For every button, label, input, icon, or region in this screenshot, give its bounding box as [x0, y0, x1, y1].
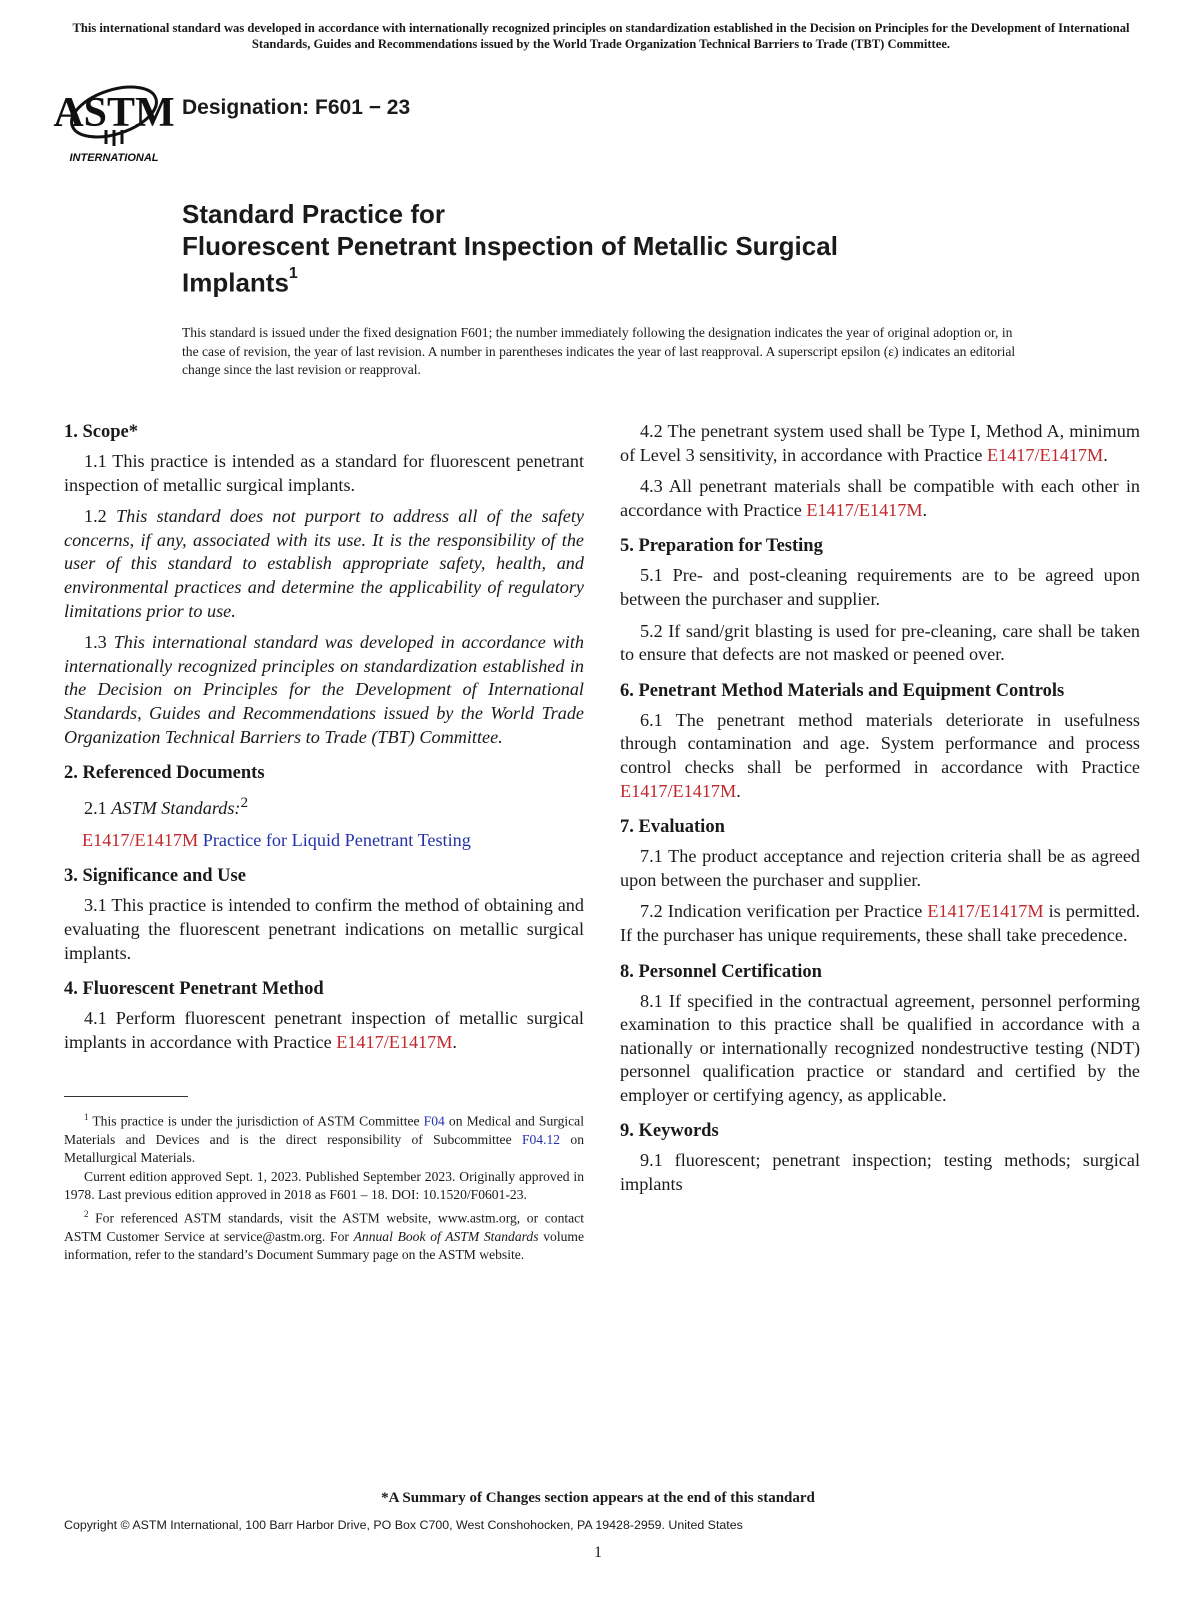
- section-keywords: [620, 1119, 1140, 1196]
- paragraph: 1.3 This international standard was developed in accordance with internationally recognized principles on standardization established in the Decision on Principles for the Development of International Standards, Guides and Recommendations issued by the World Trade Organization Technical Barriers to Trade (TBT) Committee.: [64, 632, 585, 747]
- section-evaluation: [620, 815, 1140, 947]
- section-method-continued: [620, 420, 1140, 522]
- paragraph: 7.2 Indication verification per Practice E1417/E1417M is permitted. If the purchaser has unique requirements, these shall take precedence.: [620, 901, 1140, 945]
- e1417-link[interactable]: E1417/E1417M: [986, 444, 1104, 465]
- reference-code-link[interactable]: E1417/E1417M: [82, 829, 199, 850]
- section-preparation: [620, 534, 1140, 666]
- astm-logo: [53, 68, 175, 168]
- section-heading: 1. Scope*: [64, 422, 138, 442]
- e1417-link[interactable]: E1417/E1417M: [927, 901, 1044, 922]
- title-line-2: Fluorescent Penetrant Inspection of Metallic Surgical: [182, 231, 838, 261]
- reference-title-link[interactable]: Practice for Liquid Penetrant Testing: [202, 829, 471, 850]
- page-number: 1: [594, 1544, 602, 1561]
- paragraph: 9.1 fluorescent; penetrant inspection; testing methods; surgical implants: [620, 1150, 1140, 1195]
- reference-entry[interactable]: [64, 829, 584, 853]
- paragraph: 4.3 All penetrant materials shall be compatible with each other in accordance with Practice E1417/E1417M.: [620, 476, 1140, 520]
- summary-note: *A Summary of Changes section appears at the end of this standard: [381, 1490, 815, 1506]
- section-heading: 6. Penetrant Method Materials and Equipment Controls: [620, 680, 1065, 701]
- section-significance: [64, 864, 584, 965]
- svg-text:INTERNATIONAL: INTERNATIONAL: [69, 152, 159, 164]
- section-heading: 8. Personnel Certification: [620, 961, 822, 982]
- title-line-3: Implants$^1$: [182, 265, 298, 298]
- e1417-link[interactable]: E1417/E1417M: [620, 780, 737, 801]
- section-controls: [620, 679, 1140, 803]
- paragraph: 7.1 The product acceptance and rejection criteria shall be as agreed upon between the purchaser and supplier.: [620, 846, 1140, 890]
- f0412-link[interactable]: F04.12: [521, 1131, 561, 1147]
- section-heading: 2. Referenced Documents: [64, 763, 265, 784]
- paragraph: 2.1 ASTM Standards:$^2$: [84, 794, 249, 819]
- top-notice: This international standard was developed in accordance with internationally recognized principles on standardization established in the Decision on Principles for the Development of International Standards, Guides and Recommendations issued by the World Trade Organization Technical Barriers to Trade (TBT) Committee.: [72, 21, 1130, 51]
- title-line-1: Standard Practice for: [182, 199, 445, 229]
- section-referenced-documents: [64, 761, 584, 852]
- paragraph: 8.1 If specified in the contractual agreement, personnel performing examination to this practice shall be qualified in accordance with a nationally or internationally recognized nondestructive testing (NDT) personnel qualification practice or standard and certified by the employer or certifying agency, as applicable.: [620, 990, 1140, 1105]
- copyright: Copyright © ASTM International, 100 Barr Harbor Drive, PO Box C700, West Conshohocken, PA 19428-2959. United States: [64, 1518, 743, 1532]
- f04-link[interactable]: F04: [423, 1113, 445, 1129]
- section-heading: 5. Preparation for Testing: [620, 536, 823, 557]
- section-heading: 9. Keywords: [620, 1121, 719, 1142]
- footnote-1: $^1$ This practice is under the jurisdiction of ASTM Committee F04 on Medical and Surgical Materials and Devices and is the direct responsibility of Subcommittee F04.12 on Metallurgical Materials.: [64, 1112, 584, 1166]
- footnote-rule: [64, 1096, 188, 1097]
- right-column: [620, 420, 1140, 1209]
- section-scope: [64, 420, 584, 749]
- paragraph: 6.1 The penetrant method materials deteriorate in usefulness through contamination and age. System performance and process control checks shall be performed in accordance with Practice E1417/E1417M.: [620, 709, 1140, 801]
- footnote-edition: Current edition approved Sept. 1, 2023. Published September 2023. Originally approved in 1978. Last previous edition approved in 2018 as F601 – 18. DOI: 10.1520/F0601-23.: [64, 1168, 584, 1203]
- issue-note: This standard is issued under the fixed designation F601; the number immediately following the designation indicates the year of original adoption or, in the case of revision, the year of last revision. A number in parentheses indicates the year of last reapproval. A superscript epsilon (ε) indicates an editorial change since the last revision or reapproval.: [182, 325, 1016, 377]
- e1417-link[interactable]: E1417/E1417M: [806, 499, 923, 520]
- paragraph: 4.2 The penetrant system used shall be Type I, Method A, minimum of Level 3 sensitivity, in accordance with Practice E1417/E1417M.: [620, 421, 1140, 465]
- section-heading: 4. Fluorescent Penetrant Method: [64, 979, 324, 1000]
- paragraph: 1.1 This practice is intended as a standard for fluorescent penetrant inspection of metallic surgical implants.: [64, 451, 584, 495]
- paragraph: 5.1 Pre- and post-cleaning requirements are to be agreed upon between the purchaser and supplier.: [620, 565, 1140, 609]
- paragraph: 3.1 This practice is intended to confirm the method of obtaining and evaluating the fluorescent penetrant indications on metallic surgical implants.: [64, 895, 584, 963]
- section-personnel: [620, 960, 1140, 1108]
- left-column: [64, 420, 584, 1066]
- paragraph: 5.2 If sand/grit blasting is used for pre-cleaning, care shall be taken to ensure that defects are not masked or peened over.: [620, 620, 1140, 665]
- designation: Designation: F601 − 23: [182, 96, 411, 119]
- section-heading: 7. Evaluation: [620, 817, 725, 838]
- svg-text:ASTM: ASTM: [53, 90, 175, 136]
- section-method: [64, 977, 584, 1054]
- paragraph: 1.2 This standard does not purport to address all of the safety concerns, if any, associated with its use. It is the responsibility of the user of this standard to establish appropriate safety, health, and environmental practices and determine the applicability of regulatory limitations prior to use.: [64, 506, 584, 621]
- document-title: [182, 198, 1042, 299]
- paragraph: 4.1 Perform fluorescent penetrant inspection of metallic surgical implants in accordance with Practice E1417/E1417M.: [64, 1008, 584, 1052]
- e1417-link[interactable]: E1417/E1417M: [336, 1031, 453, 1052]
- footnote-2: $^2$ For referenced ASTM standards, visit the ASTM website, www.astm.org, or contact ASTM Customer Service at service@astm.org. For Annual Book of ASTM Standards volume information, refer to the standard’s Document Summary page on the ASTM website.: [64, 1208, 585, 1262]
- title-footnote-mark: 1: [288, 265, 298, 282]
- section-heading: 3. Significance and Use: [64, 866, 246, 887]
- footnotes: [64, 1108, 584, 1264]
